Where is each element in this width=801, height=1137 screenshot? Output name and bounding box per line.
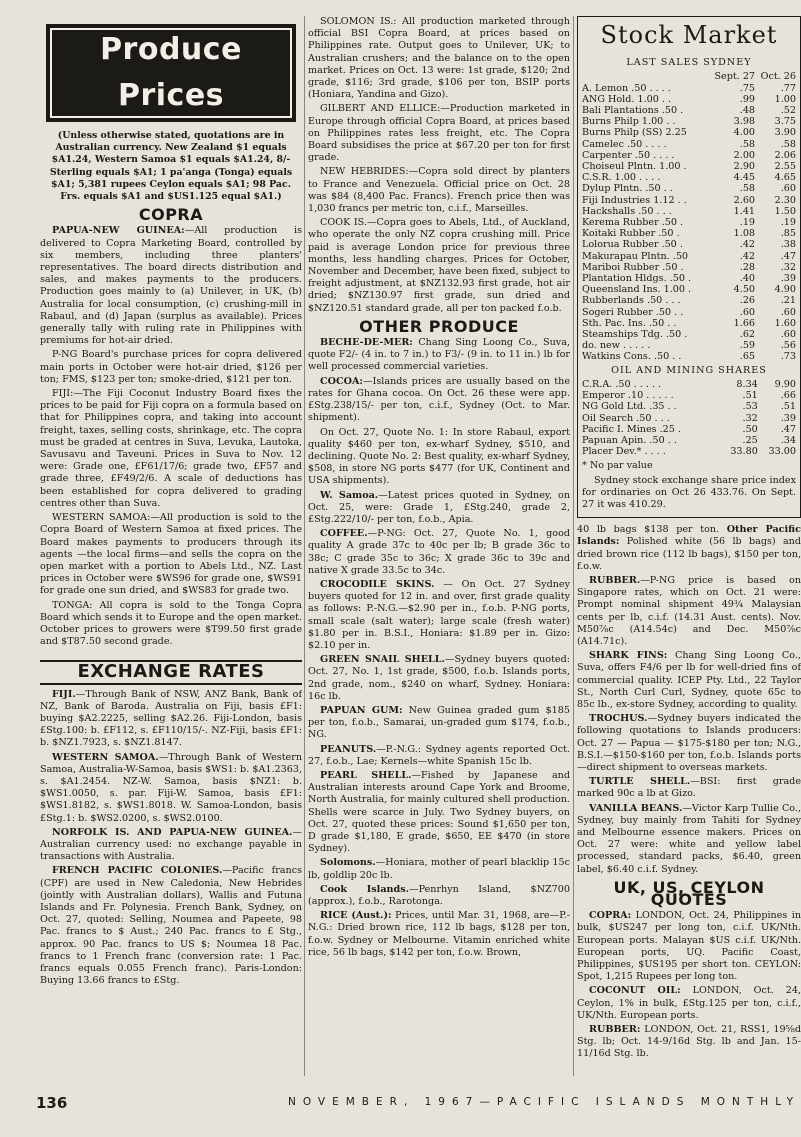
stock-name: Placer Dev.* . . . . [582,446,666,458]
stock-row [582,150,796,161]
section-banner-produce-prices: Produce Prices [46,24,296,122]
paragraph: COOK IS.—Copra goes to Abels, Ltd., of Auckland, who operate the only NZ copra crushing mill. Price paid is average London price for previous three months, less handling charges. Prices for October, November and December, have been fixed, subject to freight adjustment, at $NZ132.93 first grade, hot air dried; $NZ130.97 first grade, sun dried and $NZ120.51 standard grade, all per ton packed f.o.b. [308,217,570,314]
stock-row [582,424,796,435]
other-produce-paragraphs [308,337,570,959]
heading-uk-us-ceylon: UK, US, CEYLON QUOTES [613,877,765,910]
paragraph: Solomons.—Honiara, mother of pearl blacklip 15c lb, goldlip 20c lb. [308,857,570,881]
stock-name: Queensland Ins. 1.00 . [582,284,692,296]
price-sept: .65 [739,351,756,363]
price-oct: 3.90 [774,127,796,139]
price-sept: 2.00 [733,149,756,161]
price-sept: .59 [739,340,756,352]
stock-row [582,94,796,105]
stock-name: C.R.A. .50 . . . . . [582,378,662,390]
paragraph: SHARK FINS: Chang Sing Loong Co., Suva, offers F4/6 per lb for well-dried fins of commercial quality. ICEP Pty. Ltd., 22 Taylor St., North Curl Curl, Sydney, quote 65c to 85c lb., ex-store Sydney, according to quality. [577,650,801,710]
price-sept: .32 [742,412,758,424]
stock-row [582,351,796,362]
stock-name: Fiji Industries 1.12 . . [582,194,687,206]
stock-row [582,105,796,116]
price-oct: .39 [780,412,796,424]
price-sept: .58 [739,138,756,150]
paragraph: SOLOMON IS.: All production marketed through official BSI Copra Board, at prices based on Philippines rate. Output goes to Unilever, UK; to Australian crushers; and the balance on to the open market. Prices on Oct. 13 were: 1st grade, $120; 2nd grade, $116; 3rd grade, $106 per ton, BSIP ports (Honiara, Yandina and Gizo). [308,16,570,101]
price-sept: .26 [739,295,756,307]
price-oct: 1.50 [774,205,796,217]
page-number: 136 [36,1094,68,1112]
price-oct: .51 [780,401,796,413]
price-oct: .58 [780,138,796,150]
stock-name: ANG Hold. 1.00 . . [582,93,672,105]
stock-row [582,127,796,138]
stock-row [582,295,796,306]
price-oct: .60 [780,306,796,318]
stock-row [582,318,796,329]
paragraph: FIJI.—Through Bank of NSW, ANZ Bank, Bank of NZ, Bank of Baroda. Australia on Fiji, basis £F1: buying $A2.2225, selling $A2.26. Fiji-London, basis £Stg.100: b. £F112, s. £F110/15/-. NZ-Fiji, basis £F1: b. $NZ1.7923, s. $NZ1.8147. [40,688,302,749]
paragraph: TURTLE SHELL.—BSI: first grade marked 90c a lb at Gizo. [577,776,801,800]
price-sept: 4.45 [733,172,756,184]
price-oct: .47 [780,423,796,435]
stock-name: Sogeri Rubber .50 . . [582,306,684,318]
price-sept: 1.41 [733,205,756,217]
stock-row [582,413,796,424]
stock-name: Rubberlands .50 . . . [582,295,681,307]
paragraph: TROCHUS.—Sydney buyers indicated the following quotations to Islands producers: Oct. 27 — Papua — $175-$180 per ton; N.G., B.S.I.—$150-$160 per ton, f.o.b. Islands ports—direct shipment to overseas markets. [577,713,801,773]
column-right [577,16,801,1076]
price-oct: .47 [780,250,796,262]
price-oct: .60 [780,329,796,341]
exchange-paragraphs [40,689,302,988]
stock-name: Choiseul Plntn. 1.00 . [582,161,687,173]
column-divider [304,16,305,1076]
price-sept: 4.00 [733,127,756,139]
stock-name: Koitaki Rubber .50 . [582,228,680,240]
stock-row [582,206,796,217]
stock-name: Kerema Rubber .50 . [582,217,684,229]
price-oct: .32 [780,261,796,273]
price-sept: 3.98 [733,116,756,128]
running-footer: NOVEMBER, 1967—PACIFIC ISLANDS MONTHLY [288,1096,801,1108]
stock-name: Watkins Cons. .50 . . [582,351,682,363]
stock-name: Papuan Apin. .50 . . [582,434,677,446]
price-oct: 3.75 [774,116,796,128]
stock-row [582,116,796,127]
paragraph: PEARL SHELL.—Fished by Japanese and Australian interests around Cape York and Broome, North Australia, for mainly cultured shell production. Shells were scarce in July. Two Sydney buyers, on Oct. 27, quoted these prices: Sound $1,650 per ton, D grade $1,180, E grade, $650, EE $470 (in store Sydney). [308,769,570,855]
stock-name: C.S.R. 1.00 . . . . [582,172,661,184]
no-par-note: * No par value [582,460,653,472]
price-oct: .73 [780,351,796,363]
price-sept: .51 [742,390,758,402]
price-sept: .53 [742,401,758,413]
stock-name: Pacific I. Mines .25 . [582,423,681,435]
price-sept: .40 [739,273,756,285]
stock-name: Hackshalls .50 . . . [582,205,672,217]
stock-row [582,284,796,295]
heading-exchange-rates: EXCHANGE RATES [40,660,302,684]
stock-row [582,329,796,340]
price-sept: 1.66 [733,317,756,329]
price-sept: .25 [742,434,758,446]
price-sept: .28 [739,261,756,273]
price-oct: 2.06 [774,149,796,161]
price-oct: .21 [780,295,796,307]
lower-paragraphs [577,524,801,876]
copra-continued [308,16,570,315]
stock-row [582,307,796,318]
stock-row [582,446,796,457]
paragraph: NORFOLK IS. AND PAPUA-NEW GUINEA.—Australian currency used: no exchange payable in transactions with Australia. [40,826,302,863]
heading-other-produce: OTHER PRODUCE [359,316,519,336]
price-sept: 8.34 [736,378,758,390]
price-sept: .42 [739,250,756,262]
paragraph: TONGA: All copra is sold to the Tonga Copra Board which sends it to Europe and the open market. October prices to growers were $T99.50 first grade and $T87.50 second grade. [40,599,302,648]
paragraph: WESTERN SAMOA.—Through Bank of Western Samoa, Australia-W-Samoa, basis $WS1: b. $A1.2363, s. $A1.2454. NZ-W. Samoa, basis $NZ1: b. $WS1.0050, s. par. Fiji-W. Samoa, basis £F1: $WS1.8182, s. $WS1.8018. W. Samoa-London, basis £Stg.1: b. $WS2.0200, s. $WS2.0100. [40,751,302,824]
last-sales-label: LAST SALES SYDNEY [626,57,752,69]
stock-market-box [577,16,801,518]
stock-row [582,195,796,206]
price-sept: .75 [739,82,756,94]
stock-table [582,71,796,362]
paragraph: P-NG Board's purchase prices for copra delivered main ports in October were hot-air dried, $126 per ton; FMS, $123 per ton; smoke-dried, $121 per ton. [40,349,302,385]
stock-row [582,183,796,194]
price-sept: .60 [739,306,756,318]
stock-name: A. Lemon .50 . . . . [582,82,671,94]
paragraph: COFFEE.—P-NG: Oct. 27, Quote No. 1, good quality A grade 37c to 40c per lb; B grade 36c to 38c; C grade 35c to 36c; X grade 36c to 39c and native X grade 33.5c to 34c. [308,528,570,576]
index-note: Sydney stock exchange share price index for ordinaries on Oct 26 433.76. On Sept. 27 it was 410.29. [582,474,796,510]
currency-note: (Unless otherwise stated, quotations are in Australian currency. New Zealand $1 equals $A1.24, Western Samoa $1 equals $A1.24, 8/- Sterling equals $A1; 1 pa'anga (Tonga) equals $A1; 5,381 rupees Ceylon equals $A1; 98 Pac. Frs. equals $A1 and $US1.125 equal $A1.) [49,130,293,203]
stock-row [582,228,796,239]
paragraph: PAPUA-NEW GUINEA:—All production is delivered to Copra Marketing Board, controlled by six members, including three planters' representatives. The board directs distribution and sales, and makes payments to the producers. Production goes mainly to (a) Unilever, in UK, (b) Australia for local consumption, (c) crushing-mill in Rabaul, and (d) Japan (surplus as available). Prices generally tally with ruling rate in Philippines with premiums for hot-air dried. [40,225,302,347]
copra-paragraphs [40,225,302,648]
price-sept: 1.08 [733,228,756,240]
price-oct: 33.00 [768,446,796,458]
stock-row [582,435,796,446]
stock-name: Lolorua Rubber .50 . [582,239,683,251]
paragraph: W. Samoa.—Latest prices quoted in Sydney, on Oct. 25, were: Grade 1, £Stg.240, grade 2, £Stg.222/10/- per ton, f.o.b., Apia. [308,489,570,525]
price-sept: 33.80 [730,446,758,458]
paragraph: RUBBER.—P-NG price is based on Singapore rates, which on Oct. 21 were: Prompt nominal shipment 49¾ Malaysian cents per lb, c.i.f. (14.31 Aust. cents). Nov. M50⅞c (A14.54c) and Dec. M50⅞c (A14.71c). [577,574,801,647]
stock-market-title: Stock Market [600,21,778,49]
price-sept: 2.90 [733,161,756,173]
price-oct: .77 [780,82,796,94]
stock-row [582,161,796,172]
price-sept: .42 [739,239,756,251]
column-divider [573,16,574,1076]
stock-row [582,390,796,401]
stock-name: Camelec .50 . . . . [582,138,667,150]
price-oct: 1.00 [774,93,796,105]
oil-table [582,379,796,457]
price-sept: .58 [739,183,756,195]
stock-row [582,217,796,228]
paragraph: COCONUT OIL: LONDON, Oct. 24, Ceylon, 1% in bulk, £Stg.125 per ton, c.i.f., UK/Nth. European ports. [577,985,801,1021]
stock-name: Makurapau Plntn. .50 [582,250,689,262]
stock-name: Carpenter .50 . . . . [582,149,675,161]
price-sept: .99 [739,93,756,105]
price-sept: 4.50 [733,284,756,296]
stock-name: Sth. Pac. Ins. .50 . . [582,317,677,329]
paragraph: 40 lb bags $138 per ton. Other Pacific Islands: Polished white (56 lb bags) and dried brown rice (112 lb bags), $150 per ton, f.o.w. [577,524,801,572]
stock-name: Emperor .10 . . . . . [582,390,674,402]
price-oct: 4.90 [774,284,796,296]
stock-row [582,262,796,273]
price-sept: .19 [739,217,756,229]
price-oct: 2.55 [774,161,796,173]
paragraph: VANILLA BEANS.—Victor Karp Tullie Co., Sydney, buy mainly from Tahiti for Sydney and Melbourne essence makers. Prices on Oct. 27 were: white and yellow label processed, standard packs, $6.40, green label, $6.40 c.i.f. Sydney. [577,802,801,875]
price-oct: .39 [780,273,796,285]
price-oct: 2.30 [774,194,796,206]
price-oct: .60 [780,183,796,195]
stock-row [582,251,796,262]
price-sept: .48 [739,105,756,117]
column-middle [308,16,570,1066]
date-header: Sept. 27 [714,71,756,83]
price-oct: .19 [780,217,796,229]
stock-name: Steamships Tdg. .50 . [582,329,688,341]
paragraph: FRENCH PACIFIC COLONIES.—Pacific francs (CPF) are used in New Caledonia, New Hebrides (jointly with Australian dollars), Wallis and Futuna Islands and Fr. Polynesia. French Bank, Sydney, on Oct. 27, quoted: Selling, Noumea and Papeete, 98 Pac. francs to $ Aust.; 240 Pac. francs to £ Stg., approx. 90 Pac. francs to US $; Noumea 18 Pac. francs to 1 French franc (conversion rate: 1 Pac. francs equals 0.055 French franc). Paris-London: Buying 13.66 francs to £Stg. [40,865,302,987]
paragraph: Cook Islands.—Penrhyn Island, $NZ700 (approx.), f.o.b., Rarotonga. [308,883,570,908]
paragraph: On Oct. 27, Quote No. 1: In store Rabaul, export quality $460 per ton, ex-wharf Sydney, $510, and declining. Quote No. 2: Best quality, ex-wharf Sydney, $508, in store NG ports $477 (for UK, Continent and USA shipments). [308,426,570,487]
price-sept: .62 [739,329,756,341]
stock-row [582,401,796,412]
price-sept: .50 [742,423,758,435]
stock-row [582,340,796,351]
paragraph: GREEN SNAIL SHELL.—Sydney buyers quoted: Oct. 27, No. 1, 1st grade, $500, f.o.b. Islands ports, 2nd grade, nom., $240 on wharf, Sydney. Honiara: 16c lb. [308,654,570,702]
price-oct: .38 [780,239,796,251]
paragraph: CROCODILE SKINS. — On Oct. 27 Sydney buyers quoted for 12 in. and over, first grade quality as follows: P.-N.G.—$2.90 per in., f.o.b. P-NG ports, small scale (salt water); large scale (fresh water) $1.80 per in. B.S.I., Honiara: $1.89 per in. Gizo: $2.10 per in. [308,578,570,651]
price-oct: .56 [780,340,796,352]
paragraph: GILBERT AND ELLICE:—Production marketed in Europe through official Copra Board, at prices based on Philippines rates less freight, etc. The Copra Board subsidises the price at $67.20 per ton for first grade. [308,103,570,164]
stock-row [582,172,796,183]
stock-row [582,379,796,390]
paragraph: WESTERN SAMOA:—All production is sold to the Copra Board of Western Samoa at fixed prices. The Board makes payments to producers through its agents —the local firms—and sells the copra on the open market with a portion to Abels Ltd., NZ. Last prices in October were $WS96 for grade one, $WS91 for grade one sun dried, and $WS83 for grade two. [40,512,302,597]
price-oct: .52 [780,105,796,117]
price-oct: 1.60 [774,317,796,329]
paragraph: BECHE-DE-MER: Chang Sing Loong Co., Suva, quote F2/- (4 in. to 7 in.) to F3/- (9 in. to 11 in.) lb for well processed commercial varieties. [308,337,570,373]
stock-name: Bali Plantations .50 . [582,105,684,117]
paragraph: FIJI:—The Fiji Coconut Industry Board fixes the prices to be paid for Fiji copra on a formula based on that for Philippines copra, and taking into account freight, taxes, selling costs, shrinkage, etc. The copra must be graded at centres in Suva, Levuka, Lautoka, Savusavu and Taveuni. Prices in Suva to Nov. 12 were: Grade one, £F61/17/6; grade two, £F57 and grade three, £F49/2/6. A scale of deductions has been established for copra delivered to grading centres other than Suva. [40,388,302,509]
stock-row [582,239,796,250]
price-oct: 9.90 [774,378,796,390]
date-header: Oct. 26 [760,71,796,83]
price-oct: .34 [780,434,796,446]
stock-name: Plantation Hldgs. .50 . [582,273,692,285]
stock-row [582,139,796,150]
column-left [40,16,302,1096]
date-header-row [582,71,796,82]
paragraph: RICE (Aust.): Prices, until Mar. 31, 1968, are—P.-N.G.: Dried brown rice, 112 lb bags, $128 per ton, f.o.w. Sydney or Melbourne. Vitamin enriched white rice, 56 lb bags, $142 per ton, f.o.w. Brown, [308,910,570,958]
stock-name: Burns Philp 1.00 . . [582,116,676,128]
uk-quotes-paragraphs [577,910,801,1060]
stock-name: Burns Philp (SS) 2.25 [582,127,687,139]
paragraph: NEW HEBRIDES:—Copra sold direct by planters to France and Venezuela. Official price on Oct. 28 was $84 (8,400 Pac. Francs). French price then was 1,030 francs per metric ton, c.i.f., Marseilles. [308,166,570,215]
paragraph: COPRA: LONDON, Oct. 24, Philippines in bulk, $US247 per long ton, c.i.f. UK/Nth. European ports. Malayan $US c.i.f. UK/Nth. European ports, UQ. Pacific Coast, Philippines, $US195 per short ton. CEYLON: Spot, 1,215 Rupees per long ton. [577,910,801,983]
price-oct: .85 [780,228,796,240]
oil-mining-heading: OIL AND MINING SHARES [611,364,767,376]
price-sept: 2.60 [733,194,756,206]
stock-row [582,83,796,94]
stock-name: Dylup Plntn. .50 . . [582,183,673,195]
paragraph: COCOA:—Islands prices are usually based on the rates for Ghana cocoa. On Oct. 26 these were app. £Stg.238/15/- per ton, c.i.f., Sydney (Oct. to Mar. shipment). [308,375,570,424]
heading-copra: COPRA [138,205,204,225]
paragraph: PAPUAN GUM: New Guinea graded gum $185 per ton, f.o.b., Samarai, un-graded gum $174, f.o.b., NG. [308,704,570,741]
stock-row [582,273,796,284]
paragraph: RUBBER: LONDON, Oct. 21, RSS1, 19⅝d Stg. lb; Oct. 14-9/16d Stg. lb and Jan. 15-11/16d Stg. lb. [577,1024,801,1060]
stock-name: NG Gold Ltd. .35 . . [582,401,677,413]
price-oct: 4.65 [774,172,796,184]
stock-name: Mariboi Rubber .50 . [582,261,684,273]
price-oct: .66 [780,390,796,402]
stock-name: Oil Search .50 . . . [582,412,670,424]
paragraph: PEANUTS.—P.-N.G.: Sydney agents reported Oct. 27, f.o.b., Lae; Kernels—white Spanish 15c lb. [308,743,570,767]
stock-name: do. new . . . . . [582,340,651,352]
page-footer [0,1094,801,1124]
